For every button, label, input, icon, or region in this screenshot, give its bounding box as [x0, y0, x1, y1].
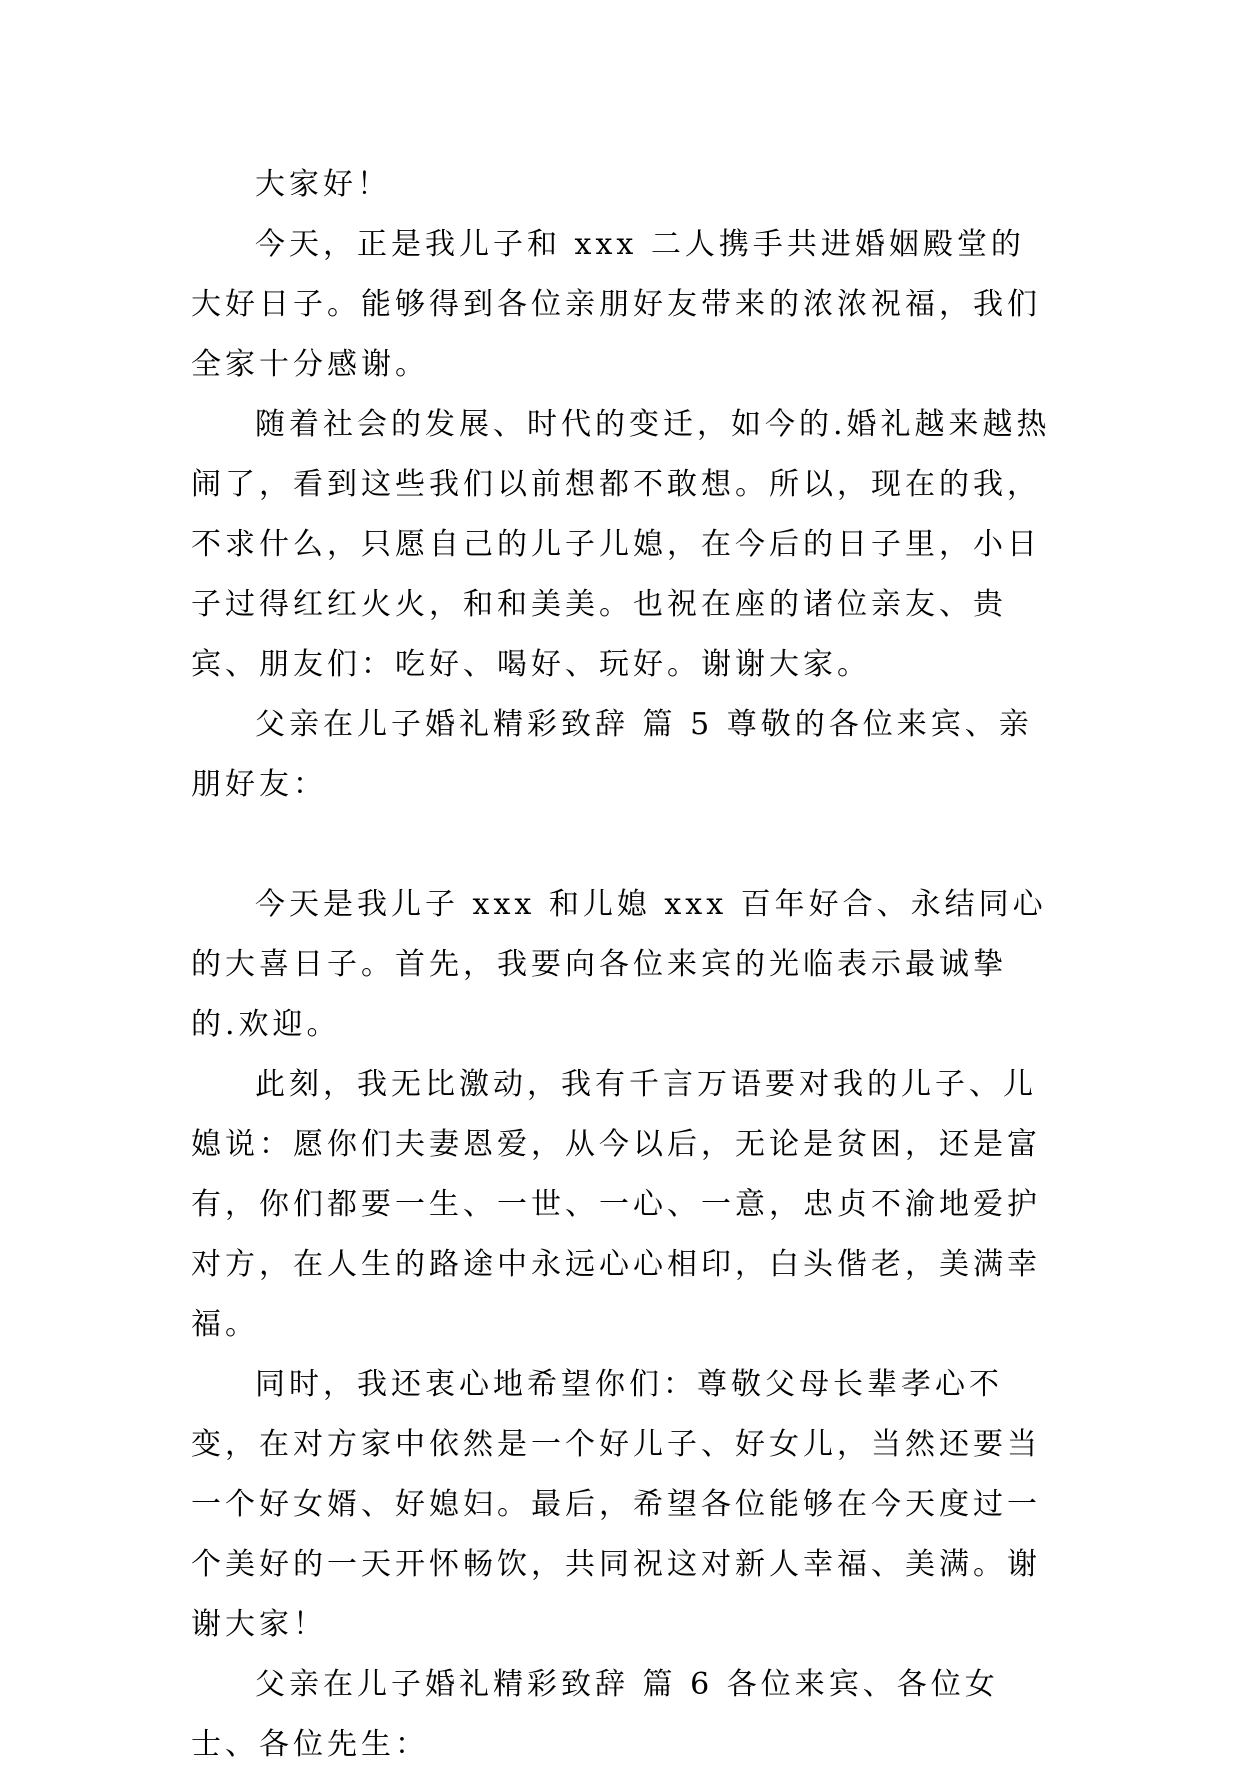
body-paragraph: 此刻，我无比激动，我有千言万语要对我的儿子、儿媳说：愿你们夫妻恩爱，从今以后，无论是贫困，还是富有，你们都要一生、一世、一心、一意，忠贞不渝地爱护对方，在人生的路途中永远心心相印，白头偕老，美满幸福。	[191, 1067, 1041, 1342]
body-paragraph: 同时，我还衷心地希望你们：尊敬父母长辈孝心不变，在对方家中依然是一个好儿子、好女儿，当然还要当一个好女婿、好媳妇。最后，希望各位能够在今天度过一个美好的一天开怀畅饮，共同祝这对新人幸福、美满。谢谢大家！	[191, 1367, 1041, 1642]
blank-line	[191, 815, 1054, 875]
section-heading-6: 父亲在儿子婚礼精彩致辞 篇 6 各位来宾、各位女士、各位先生：	[191, 1667, 999, 1762]
document-page	[191, 155, 1054, 1775]
opening-paragraph: 今天，正是我儿子和 xxx 二人携手共进婚姻殿堂的大好日子。能够得到各位亲朋好友带来的浓浓祝福，我们全家十分感谢。	[191, 227, 1041, 382]
section-heading-5: 父亲在儿子婚礼精彩致辞 篇 5 尊敬的各位来宾、亲朋好友：	[191, 707, 1033, 802]
body-paragraph: 随着社会的发展、时代的变迁，如今的.婚礼越来越热闹了，看到这些我们以前想都不敢想。所以，现在的我，不求什么，只愿自己的儿子儿媳，在今后的日子里，小日子过得红红火火，和和美美。也祝在座的诸位亲友、贵宾、朋友们：吃好、喝好、玩好。谢谢大家。	[191, 407, 1051, 682]
greeting-paragraph: 大家好！	[255, 167, 391, 202]
body-paragraph: 今天是我儿子 xxx 和儿媳 xxx 百年好合、永结同心的大喜日子。首先，我要向各位来宾的光临表示最诚挚的.欢迎。	[191, 887, 1047, 1042]
